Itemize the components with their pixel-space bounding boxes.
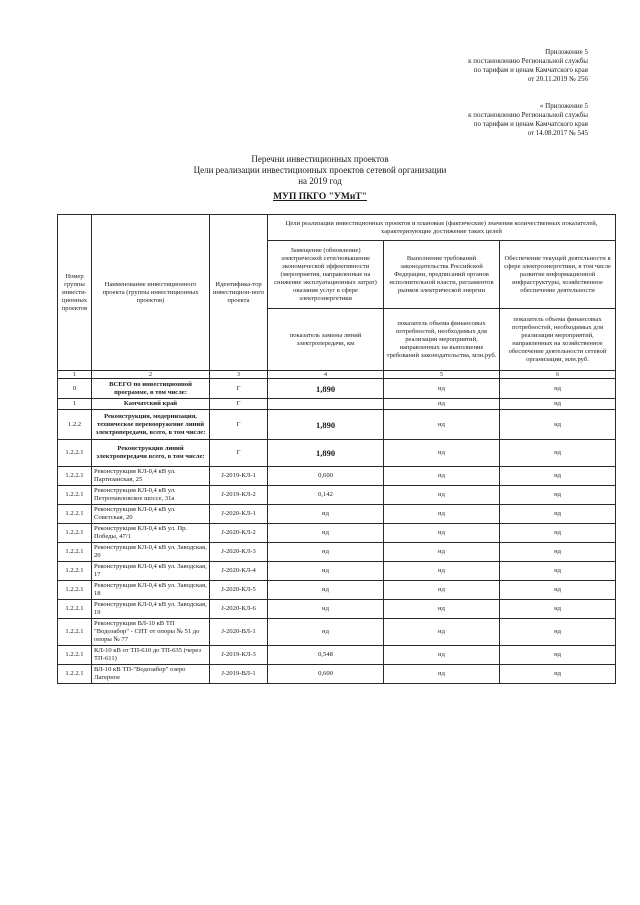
table-row <box>58 600 616 619</box>
row-km-value: нд <box>268 543 384 562</box>
row-km-value: нд <box>268 524 384 543</box>
organization-name: МУП ПКГО "УМиТ" <box>273 192 367 202</box>
row-project-name: КЛ-10 кВ от ТП-610 до ТП-635 (через ТП-611) <box>92 646 210 665</box>
row-project-name: Реконструкция КЛ-0,4 кВ ул. Заводская, 18 <box>92 581 210 600</box>
appendix-line: от 20.11.2019 № 256 <box>527 75 588 83</box>
row-project-name: ВЛ-10 кВ ТП-"Водозабор" озеро Лагерное <box>92 665 210 684</box>
row-operations-value: нд <box>500 379 616 399</box>
appendix-line: к постановлению Региональной службы <box>468 111 588 119</box>
row-legislation-value: нд <box>384 581 500 600</box>
column-number: 2 <box>92 371 210 379</box>
row-project-name: Реконструкция КЛ-0,4 кВ ул. Заводская, 19 <box>92 600 210 619</box>
row-group-number: 1.2.2.1 <box>58 467 92 486</box>
row-group-number: 1.2.2.1 <box>58 524 92 543</box>
row-group-number: 1.2.2.1 <box>58 646 92 665</box>
row-group-number: 1.2.2.1 <box>58 505 92 524</box>
row-project-id: J-2020-КЛ-3 <box>210 543 268 562</box>
appendix-line: « Приложение 5 <box>539 102 588 110</box>
row-operations-value: нд <box>500 646 616 665</box>
table-row <box>58 379 616 399</box>
row-km-value: 1,890 <box>268 379 384 399</box>
row-legislation-value: нд <box>384 399 500 410</box>
row-operations-value: нд <box>500 524 616 543</box>
row-project-id: J-2020-КЛ-2 <box>210 524 268 543</box>
column-number: 1 <box>58 371 92 379</box>
table-row <box>58 410 616 440</box>
row-project-name: Реконструкция КЛ-0,4 кВ ул. Пр. Победы, 47/1 <box>92 524 210 543</box>
row-project-id: Г <box>210 379 268 399</box>
row-operations-value: нд <box>500 440 616 467</box>
row-km-value: 1,890 <box>268 410 384 440</box>
row-km-value: 1,890 <box>268 440 384 467</box>
table-row <box>58 646 616 665</box>
row-km-value: нд <box>268 600 384 619</box>
appendix-line: по тарифам и ценам Камчатского края <box>473 120 588 128</box>
row-legislation-value: нд <box>384 543 500 562</box>
row-legislation-value: нд <box>384 410 500 440</box>
row-legislation-value: нд <box>384 524 500 543</box>
row-operations-value: нд <box>500 486 616 505</box>
row-project-id: J-2019-ВЛ-1 <box>210 665 268 684</box>
row-project-name: Реконструкция ВЛ-10 кВ ТП "Водозабор" - СНТ от опоры № 51 до опоры № 77 <box>92 619 210 646</box>
row-project-id: Г <box>210 440 268 467</box>
row-operations-value: нд <box>500 543 616 562</box>
row-operations-value: нд <box>500 600 616 619</box>
table-row <box>58 467 616 486</box>
row-legislation-value: нд <box>384 600 500 619</box>
row-project-name: Реконструкция КЛ-0,4 кВ ул. Партизанская, 25 <box>92 467 210 486</box>
column-number: 3 <box>210 371 268 379</box>
row-km-value: нд <box>268 619 384 646</box>
appendix-line: по тарифам и ценам Камчатского края <box>473 66 588 74</box>
table-row <box>58 399 616 410</box>
row-project-id: J-2020-КЛ-6 <box>210 600 268 619</box>
row-project-name: Реконструкция КЛ-0,4 кВ ул. Петропавловское шоссе, 31а <box>92 486 210 505</box>
table-row <box>58 505 616 524</box>
row-operations-value: нд <box>500 399 616 410</box>
row-operations-value: нд <box>500 505 616 524</box>
row-legislation-value: нд <box>384 665 500 684</box>
row-group-number: 1.2.2 <box>58 410 92 440</box>
row-project-name: Реконструкция линий электропередачи всего, в том числе: <box>92 440 210 467</box>
header-indicator-operations: показатель объема финансовых потребностей, необходимых для реализации мероприятий, направленных на хозяйственное обеспечение деятельности сетевой организации, млн.руб. <box>500 309 616 371</box>
appendix-line: от 14.08.2017 № 545 <box>527 129 588 137</box>
row-km-value: 0,142 <box>268 486 384 505</box>
row-project-id: Г <box>210 399 268 410</box>
header-project-id: Идентифика-тор инвестицион-ного проекта <box>210 215 268 371</box>
row-group-number: 1.2.2.1 <box>58 581 92 600</box>
column-number: 5 <box>384 371 500 379</box>
table-row <box>58 619 616 646</box>
row-project-name: Камчатский край <box>92 399 210 410</box>
row-group-number: 1 <box>58 399 92 410</box>
table-row <box>58 581 616 600</box>
row-project-id: Г <box>210 410 268 440</box>
header-line-1: Перечни инвестиционных проектов <box>251 154 389 164</box>
row-km-value: 0,548 <box>268 646 384 665</box>
row-project-id: J-2020-КЛ-4 <box>210 562 268 581</box>
row-project-id: J-2019-КЛ-1 <box>210 467 268 486</box>
table-row <box>58 486 616 505</box>
header-line-2: Цели реализации инвестиционных проектов сетевой организации <box>193 165 447 175</box>
row-legislation-value: нд <box>384 379 500 399</box>
table-row <box>58 562 616 581</box>
row-operations-value: нд <box>500 410 616 440</box>
organization-title <box>0 192 640 202</box>
row-operations-value: нд <box>500 619 616 646</box>
row-legislation-value: нд <box>384 562 500 581</box>
row-legislation-value: нд <box>384 619 500 646</box>
header-group-number: Номер группы инвести-ционных проектов <box>58 215 92 371</box>
row-project-id: J-2019-КЛ-3 <box>210 646 268 665</box>
row-group-number: 1.2.2.1 <box>58 562 92 581</box>
row-project-name: Реконструкция КЛ-0,4 кВ ул. Заводская, 17 <box>92 562 210 581</box>
row-km-value: нд <box>268 562 384 581</box>
header-goal-operations: Обеспечение текущей деятельности в сфере электроэнергетики, в том числе развитие информационной инфраструктуры, хозяйственное обеспечение деятельности <box>500 241 616 309</box>
row-km-value: 0,600 <box>268 467 384 486</box>
row-group-number: 1.2.2.1 <box>58 486 92 505</box>
row-project-id: J-2020-КЛ-5 <box>210 581 268 600</box>
table-row <box>58 543 616 562</box>
row-group-number: 1.2.2.1 <box>58 600 92 619</box>
row-km-value: нд <box>268 505 384 524</box>
table-row <box>58 665 616 684</box>
row-group-number: 1.2.2.1 <box>58 665 92 684</box>
table-row <box>58 524 616 543</box>
column-number: 6 <box>500 371 616 379</box>
row-project-id: J-2020-ВЛ-1 <box>210 619 268 646</box>
row-group-number: 1.2.2.1 <box>58 440 92 467</box>
appendix-line: к постановлению Региональной службы <box>468 57 588 65</box>
row-operations-value: нд <box>500 581 616 600</box>
header-indicator-legislation: показатель объема финансовых потребностей, необходимых для реализации мероприятий, направленных на выполнение требований законодательства, млн.руб. <box>384 309 500 371</box>
appendix-prior-block <box>468 102 588 138</box>
row-operations-value: нд <box>500 562 616 581</box>
investment-projects-table <box>57 214 616 684</box>
document-header <box>0 154 640 187</box>
row-group-number: 0 <box>58 379 92 399</box>
row-km-value: нд <box>268 581 384 600</box>
header-line-3: на 2019 год <box>298 176 342 186</box>
row-km-value <box>268 399 384 410</box>
row-legislation-value: нд <box>384 467 500 486</box>
row-project-id: J-2020-КЛ-1 <box>210 505 268 524</box>
row-legislation-value: нд <box>384 440 500 467</box>
row-group-number: 1.2.2.1 <box>58 543 92 562</box>
header-goals: Цели реализации инвестиционных проектов и плановые (фактические) значения количественных показателей, характеризующие достижение таких целей <box>268 215 616 241</box>
row-project-name: Реконструкция, модернизация, техническое перевооружение линий электропередачи, всего, в том числе: <box>92 410 210 440</box>
table-row <box>58 440 616 467</box>
row-project-name: Реконструкция КЛ-0,4 кВ ул. Советская, 20 <box>92 505 210 524</box>
row-operations-value: нд <box>500 665 616 684</box>
row-project-id: J-2019-КЛ-2 <box>210 486 268 505</box>
column-number: 4 <box>268 371 384 379</box>
row-km-value: 0,600 <box>268 665 384 684</box>
row-group-number: 1.2.2.1 <box>58 619 92 646</box>
row-legislation-value: нд <box>384 505 500 524</box>
appendix-line: Приложение 5 <box>545 48 588 56</box>
header-goal-legislation: Выполнение требований законодательства Российской Федерации, предписаний органов исполнительной власти, регламентов рынков электрической энергии <box>384 241 500 309</box>
header-indicator-km: показатель замены линий электропередачи, км <box>268 309 384 371</box>
header-goal-replacement: Замещение (обновление) электрической сети/повышение экономической эффективности (мероприятия, направленные на снижение эксплуатационных затрат) оказания услуг в сфере электроэнергетики <box>268 241 384 309</box>
row-project-name: ВСЕГО по инвестиционной программе, в том числе: <box>92 379 210 399</box>
row-operations-value: нд <box>500 467 616 486</box>
row-legislation-value: нд <box>384 486 500 505</box>
row-project-name: Реконструкция КЛ-0,4 кВ ул. Заводская, 20 <box>92 543 210 562</box>
header-project-name: Наименование инвестиционного проекта (группы инвестиционных проектов) <box>92 215 210 371</box>
appendix-current-block <box>468 48 588 84</box>
row-legislation-value: нд <box>384 646 500 665</box>
